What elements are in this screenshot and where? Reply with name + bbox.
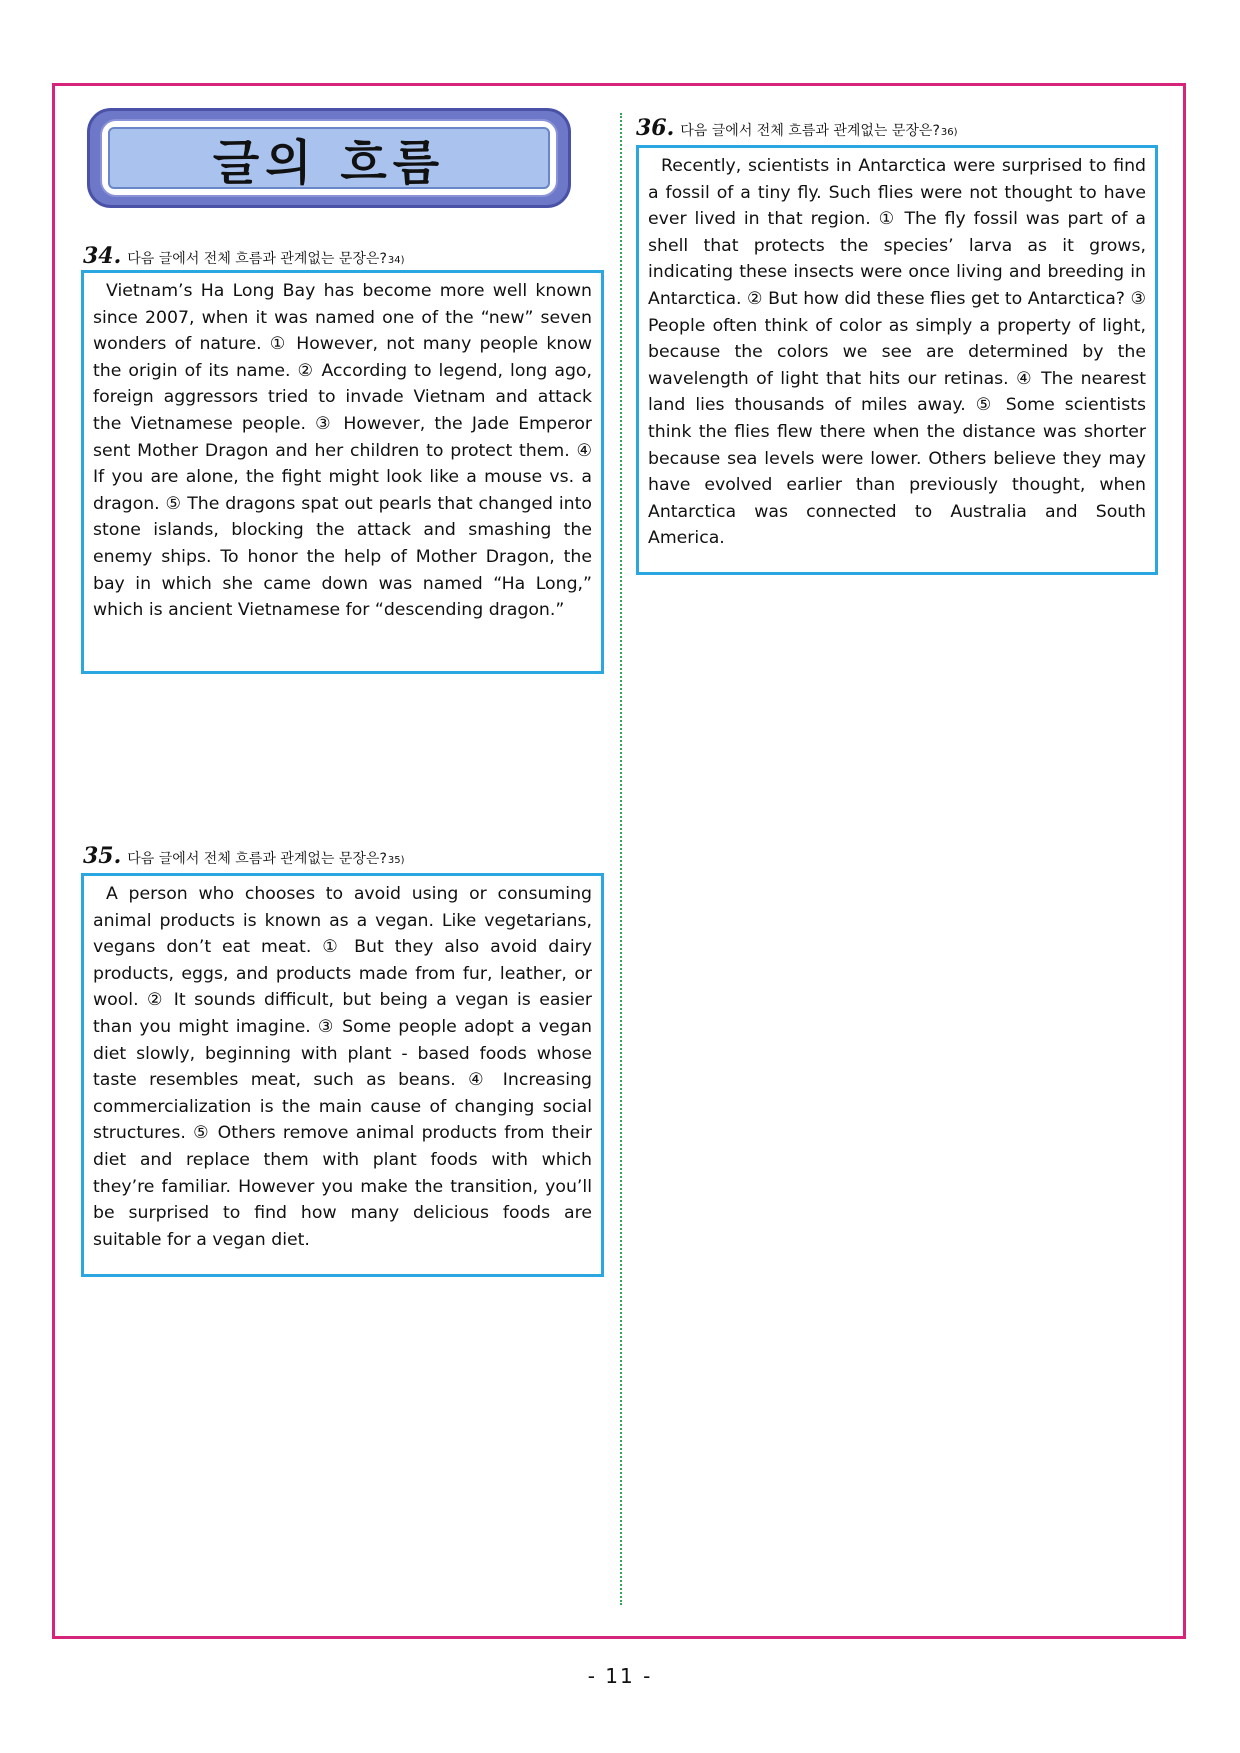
footnote-ref: 34): [387, 255, 405, 266]
section-title: 글의 흐름: [212, 134, 446, 191]
question-number: 36.: [636, 115, 675, 141]
question-34-passage: [81, 270, 604, 674]
question-prompt: 다음 글에서 전체 흐름과 관계없는 문장은?: [680, 123, 940, 139]
column-divider: [620, 113, 622, 1605]
question-36-heading: [636, 115, 958, 141]
passage-text: Vietnam’s Ha Long Bay has become more well known since 2007, when it was named one of the “new” seven wonders of nature. ① However, not many people know the origin of its name. ② According to legend, long ago, foreign aggressors tried to invade Vietnam and attack the Vietnamese people. ③ However, the Jade Emperor sent Mother Dragon and her children to protect them. ④ If you are alone, the fight might look like a mouse vs. a dragon. ⑤ The dragons spat out pearls that changed into stone islands, blocking the attack and smashing the enemy ships. To honor the help of Mother Dragon, the bay in which she came down was named “Ha Long,” which is ancient Vietnamese for “descending dragon.”: [93, 281, 592, 621]
passage-text: A person who chooses to avoid using or consuming animal products is known as a vegan. Like vegetarians, vegans don’t eat meat. ① But they also avoid dairy products, eggs, and products made from fur, leather, or wool. ② It sounds difficult, but being a vegan is easier than you might imagine. ③ Some people adopt a vegan diet slowly, beginning with plant - based foods whose taste resembles meat, such as beans. ④ Increasing commercialization is the main cause of changing social structures. ⑤ Others remove animal products from their diet and replace them with plant foods with which they’re familiar. However you make the transition, you’ll be surprised to find how many delicious foods are suitable for a vegan diet.: [93, 884, 592, 1250]
footnote-ref: 35): [387, 855, 405, 866]
question-34-heading: [83, 243, 405, 269]
page-number: - 11 -: [587, 1664, 653, 1688]
question-number: 34.: [83, 243, 122, 269]
banner-inner: [108, 127, 550, 189]
question-number: 35.: [83, 843, 122, 869]
question-35-heading: [83, 843, 405, 869]
section-title-banner: [87, 108, 571, 208]
question-36-passage: [636, 145, 1158, 575]
question-prompt: 다음 글에서 전체 흐름과 관계없는 문장은?: [127, 251, 387, 267]
question-35-passage: [81, 873, 604, 1277]
passage-text: Recently, scientists in Antarctica were surprised to find a fossil of a tiny fly. Such flies were not thought to have ever lived in that region. ① The fly fossil was part of a shell that protects the species’ larva as it grows, indicating these insects were once living and breeding in Antarctica. ② But how did these flies get to Antarctica? ③ People often think of color as simply a property of light, because the colors we see are determined by the wavelength of light that hits our retinas. ④ The nearest land lies thousands of miles away. ⑤ Some scientists think the flies flew there when the distance was shorter because sea levels were lower. Others believe they may have evolved earlier than previously thought, when Antarctica was connected to Australia and South America.: [648, 156, 1146, 549]
question-prompt: 다음 글에서 전체 흐름과 관계없는 문장은?: [127, 851, 387, 867]
footnote-ref: 36): [940, 127, 958, 138]
